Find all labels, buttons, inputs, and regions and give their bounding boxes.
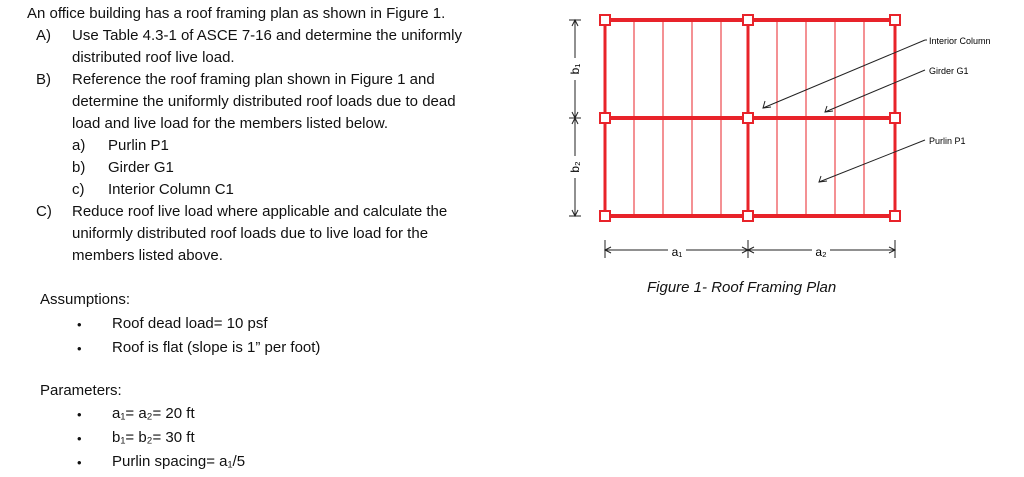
- parameter-item: Purlin spacing= a₁/5: [112, 453, 246, 470]
- column: [890, 211, 900, 221]
- parameter-item: a₁= a₂= 20 ft: [112, 405, 195, 422]
- bullet: •: [77, 317, 82, 332]
- assumptions-heading: Assumptions:: [40, 291, 131, 308]
- leader-line-girder: [825, 70, 925, 112]
- intro-text: An office building has a roof framing plan as shown in Figure 1.: [27, 5, 446, 22]
- bullet: •: [77, 455, 82, 470]
- column: [890, 15, 900, 25]
- sub-item-label: c): [72, 181, 85, 198]
- part-b-line-1: Reference the roof framing plan shown in Figure 1 and: [72, 71, 435, 88]
- column: [600, 15, 610, 25]
- roof-framing-plan: [555, 0, 1024, 477]
- dimension-label-b1: b₁: [568, 63, 582, 75]
- dimension-label-a2: a₂: [815, 245, 827, 259]
- sub-item-label: a): [72, 137, 86, 154]
- part-b-line-2: determine the uniformly distributed roof loads due to dead: [72, 93, 456, 110]
- sub-item-text: Girder G1: [108, 159, 174, 176]
- part-a-line-1: Use Table 4.3-1 of ASCE 7-16 and determine the uniformly: [72, 27, 462, 44]
- sub-item-text: Interior Column C1: [108, 181, 234, 198]
- sub-item-text: Purlin P1: [108, 137, 169, 154]
- part-c-label: C): [36, 203, 52, 220]
- bullet: •: [77, 431, 82, 446]
- assumption-item: Roof dead load= 10 psf: [112, 315, 268, 332]
- label-purlin-p1: Purlin P1: [929, 136, 966, 146]
- parameters-heading: Parameters:: [40, 382, 122, 399]
- column: [890, 113, 900, 123]
- figure-caption: Figure 1- Roof Framing Plan: [647, 279, 837, 296]
- part-c-line-1: Reduce roof live load where applicable and calculate the: [72, 203, 448, 220]
- label-girder-g1: Girder G1: [929, 66, 969, 76]
- leader-lines: [763, 40, 927, 182]
- dimension-b: [569, 20, 581, 216]
- leader-line-interior-column: [763, 40, 925, 108]
- dimension-a: [605, 240, 895, 258]
- bullet: •: [77, 407, 82, 422]
- column: [743, 211, 753, 221]
- bullet: •: [77, 341, 82, 356]
- part-a-line-2: distributed roof live load.: [72, 49, 235, 66]
- column: [743, 15, 753, 25]
- dimension-label-b2: b₂: [568, 161, 582, 173]
- leader-arrow: [763, 101, 771, 108]
- part-b-line-3: load and live load for the members listed below.: [72, 115, 389, 132]
- dimension-label-a1: a₁: [671, 245, 683, 259]
- column: [600, 113, 610, 123]
- part-b-label: B): [36, 71, 51, 88]
- roof-framing-figure: [555, 0, 1024, 477]
- part-a-label: A): [36, 27, 51, 44]
- interior-column: [743, 113, 753, 123]
- label-interior-column: Interior Column: [929, 36, 991, 46]
- part-c-line-3: members listed above.: [72, 247, 223, 264]
- part-c-line-2: uniformly distributed roof loads due to live load for the: [72, 225, 429, 242]
- assumption-item: Roof is flat (slope is 1” per foot): [112, 339, 321, 356]
- column: [600, 211, 610, 221]
- parameter-item: b₁= b₂= 30 ft: [112, 429, 195, 446]
- sub-item-label: b): [72, 159, 86, 176]
